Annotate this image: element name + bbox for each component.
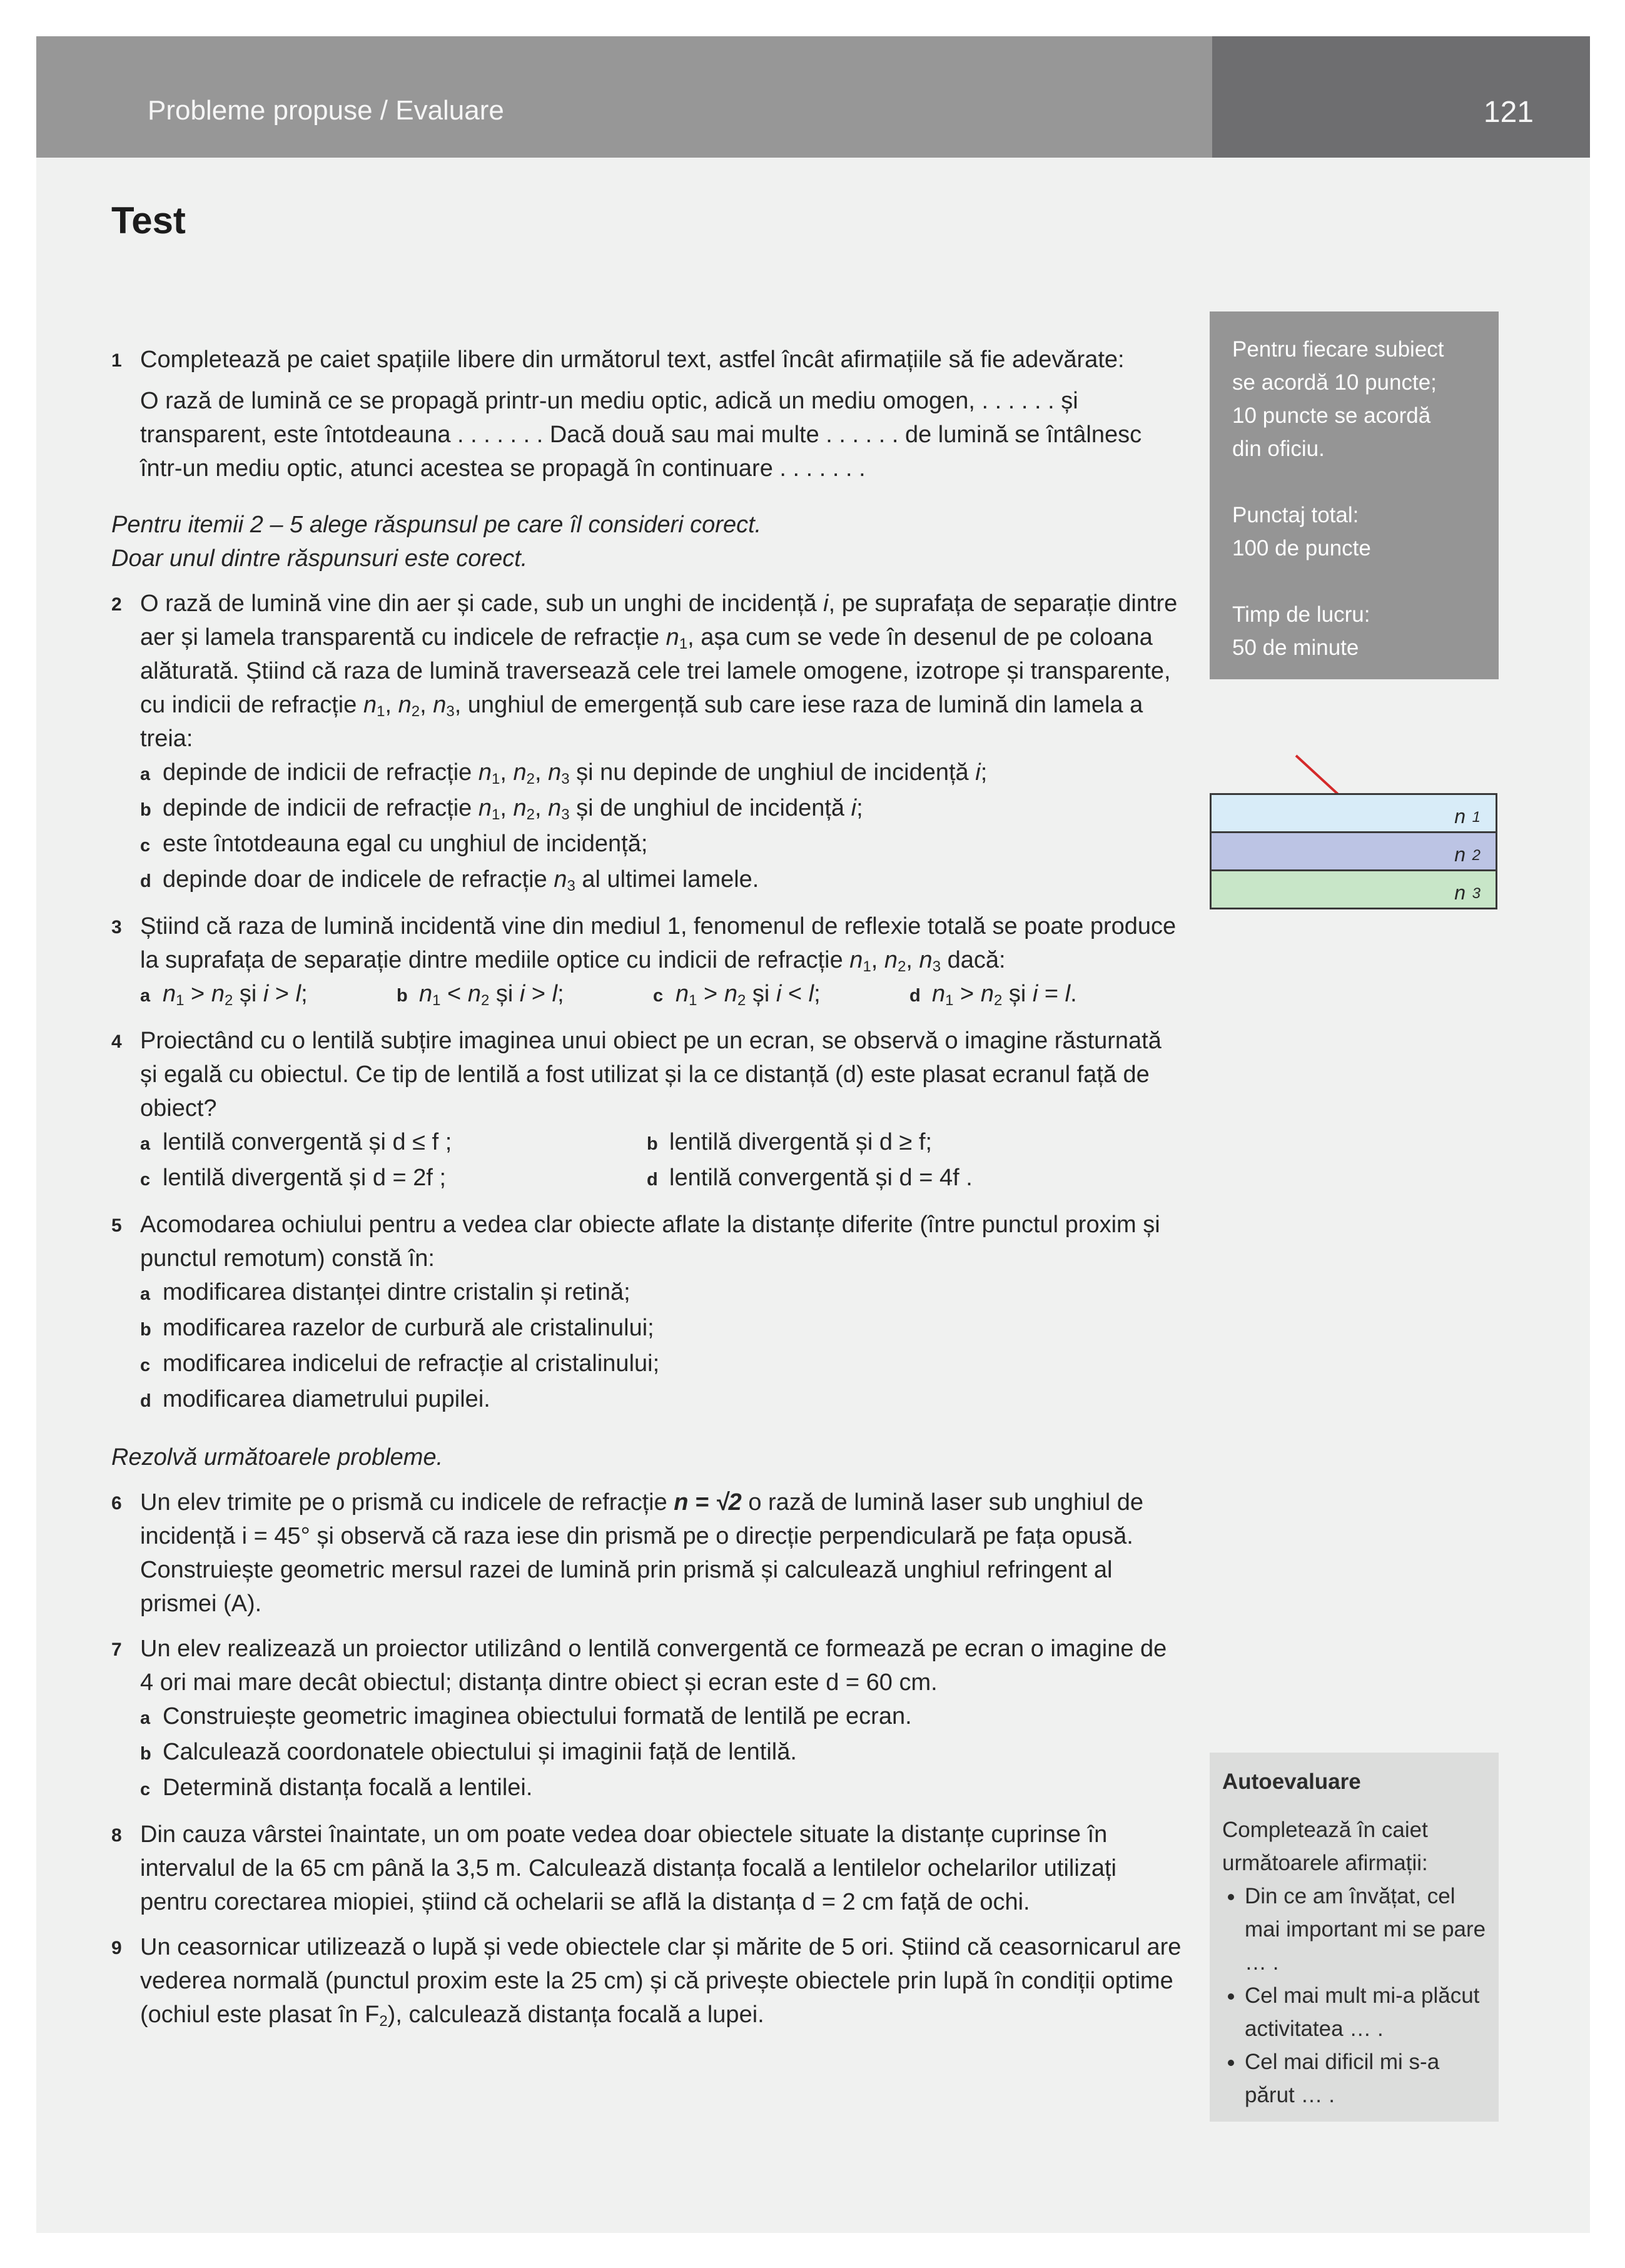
header-title: Probleme propuse / Evaluare [148, 95, 504, 126]
option-c: c lentilă divergentă și d = 2f ; [140, 1165, 447, 1191]
info-line: Pentru fiecare subiect [1232, 337, 1444, 362]
option-b: b lentilă divergentă și d ≥ f; [647, 1129, 933, 1155]
layer-n1: n $_1$ [1210, 793, 1497, 831]
option-d: d modificarea diametrului pupilei. [140, 1386, 490, 1412]
question-number: 5 [111, 1215, 122, 1236]
question-text: Completează pe caiet spațiile libere din următorul text, astfel încât afirmațiile să fie adevărate: [140, 347, 1125, 373]
option-a: a $n_1 > n_2$ și i > l; [140, 981, 308, 1009]
self-assessment-box [1210, 1753, 1499, 2122]
question-number: 6 [111, 1493, 122, 1514]
question-4 [111, 1024, 1182, 1197]
question-3 [111, 909, 1182, 1013]
refraction-layers-diagram [1210, 793, 1497, 909]
instructions-mcq [111, 508, 1182, 575]
option-a: a Construiește geometric imaginea obiectului formată de lentilă pe ecran. [140, 1703, 912, 1729]
question-8 [111, 1818, 1182, 1919]
question-number: 4 [111, 1031, 122, 1052]
info-line: 50 de minute [1232, 635, 1359, 660]
question-text: Acomodarea ochiului pentru a vedea clar obiecte aflate la distanțe diferite (între punctul proxim și punctul remotum) constă în: [140, 1212, 1160, 1272]
page-title: Test [111, 200, 186, 241]
question-7 [111, 1632, 1182, 1806]
option-b: b depinde de indicii de refracție $n_1$, $n_2$, $n_3$ și de unghiul de incidență i; [140, 795, 863, 823]
question-number: 1 [111, 350, 122, 371]
option-a: a lentilă convergentă și d ≤ f ; [140, 1129, 452, 1155]
question-text: Proiectând cu o lentilă subțire imaginea unui obiect pe un ecran, se observă o imagine răsturnată și egală cu obiectul. Ce tip de lentilă a fost utilizat și la ce distanță (d) este plasat ecranul față de obiect? [140, 1028, 1162, 1121]
question-text: Un ceasornicar utilizează o lupă și vede obiectele clar și mărite de 5 ori. Știind că ceasornicarul are vederea normală (punctul proxim este la 25 cm) și că privește obiectele prin lupă în condiții optime (ochiul este plasat în $F_2$), calculează distanța focală a lupei. [140, 1934, 1182, 2030]
formula: n = √2 [674, 1489, 742, 1516]
header-page-block [1212, 36, 1590, 158]
list-item: • Din ce am învățat, cel mai important mi se pare … . [1245, 1880, 1486, 1979]
question-text: Un elev realizează un proiector utilizând o lentilă convergentă ce formează pe ecran o imagine de 4 ori mai mare decât obiectul; distanța dintre obiect și ecran este d = 60 cm. [140, 1636, 1167, 1696]
layer-n2: n $_2$ [1210, 831, 1497, 869]
options-row [140, 977, 1182, 1013]
option-b: b modificarea razelor de curbură ale cristalinului; [140, 1315, 654, 1341]
option-b: b $n_1 < n_2$ și i > l; [397, 981, 564, 1009]
test-content [111, 343, 1182, 2032]
options-row [140, 1125, 1182, 1161]
question-number: 9 [111, 1938, 122, 1958]
option-d: d lentilă convergentă și d = 4f . [647, 1165, 973, 1191]
option-a: a depinde de indicii de refracție $n_1$, $n_2$, $n_3$ și nu depinde de unghiul de incidență i; [140, 759, 988, 787]
info-line: se acordă 10 puncte; [1232, 370, 1437, 395]
question-9 [111, 1930, 1182, 2032]
header-bar [36, 36, 1212, 158]
option-a: a modificarea distanței dintre cristalin și retină; [140, 1279, 630, 1305]
question-2 [111, 587, 1182, 898]
layer-n3: n $_3$ [1210, 869, 1497, 909]
question-number: 3 [111, 917, 122, 938]
fill-in-text: O rază de lumină ce se propagă printr-un mediu optic, adică un mediu omogen, . . . . . . și transparent, este întotdeauna . . . . . . . Dacă două sau mai multe . . . . . . de lumină se întâlnesc într-un mediu optic, atunci acestea se propagă în continuare . . . . . . . [140, 388, 1142, 482]
instruction-line: Doar unul dintre răspunsuri este corect. [111, 545, 528, 572]
info-line: din oficiu. [1232, 437, 1325, 461]
option-c: c $n_1 > n_2$ și i < l; [653, 981, 821, 1009]
question-number: 7 [111, 1639, 122, 1660]
instructions-problems: Rezolvă următoarele probleme. [111, 1444, 443, 1471]
list-item: • Cel mai dificil mi s-a părut … . [1245, 2045, 1486, 2112]
options-row [140, 1161, 1182, 1197]
question-text: O rază de lumină vine din aer și cade, sub un unghi de incidență i, pe suprafața de separație dintre aer și lamela transparentă cu indicele de refracție $n_1$, așa cum se vede în desenul de pe coloana alăturată. Știind că raza de lumină traversează cele trei lamele omogene, izotrope și transparente, cu indicii de refracție $n_1$, $n_2$, $n_3$, unghiul de emergență sub care iese raza de lumină din lamela a treia: [140, 590, 1178, 752]
question-text: Un elev trimite pe o prismă cu indicele de refracție n = √2 o rază de lumină laser sub unghiul de incidență i = 45° și observă că raza iese din prismă pe o direcție perpendiculară pe fața opusă. Construiește geometric mersul razei de lumină prin prismă și calculează unghiul refringent al prismei (A). [140, 1489, 1143, 1617]
question-1 [111, 343, 1182, 485]
scoring-info-box [1210, 311, 1499, 679]
question-number: 8 [111, 1825, 122, 1846]
option-b: b Calculează coordonatele obiectului și imaginii față de lentilă. [140, 1739, 797, 1765]
info-line: 10 puncte se acordă [1232, 403, 1431, 428]
self-assessment-intro: Completează în caiet următoarele afirmații: [1222, 1818, 1428, 1875]
question-5 [111, 1208, 1182, 1418]
question-text: Din cauza vârstei înaintate, un om poate vedea doar obiectele situate la distanțe cuprinse în intervalul de la 65 cm până la 3,5 m. Calculează distanța focală a lentilelor ochelarilor utilizați pentru corectarea miopiei, știind că ochelarii se află la distanța d = 2 cm față de ochi. [140, 1821, 1116, 1915]
option-d: d depinde doar de indicele de refracție $n_3$ al ultimei lamele. [140, 866, 759, 894]
self-assessment-title: Autoevaluare [1222, 1769, 1361, 1794]
info-line: 100 de puncte [1232, 536, 1371, 560]
page-number: 121 [1483, 96, 1534, 129]
self-assessment-list [1222, 1880, 1486, 2112]
question-number: 2 [111, 594, 122, 615]
option-d: d $n_1 > n_2$ și i = l. [909, 981, 1077, 1009]
info-line: Timp de lucru: [1232, 602, 1370, 627]
question-6 [111, 1486, 1182, 1621]
instruction-line: Pentru itemii 2 – 5 alege răspunsul pe care îl consideri corect. [111, 512, 762, 538]
list-item: • Cel mai mult mi-a plăcut activitatea … . [1245, 1979, 1486, 2045]
question-text: Știind că raza de lumină incidentă vine din mediul 1, fenomenul de reflexie totală se poate produce la suprafața de separație dintre mediile optice cu indicii de refracție $n_1$, $n_2$, $n_3$ dacă: [140, 913, 1177, 975]
option-c: c modificarea indicelui de refracție al cristalinului; [140, 1350, 660, 1377]
option-c: c este întotdeauna egal cu unghiul de incidență; [140, 831, 648, 857]
option-c: c Determină distanța focală a lentilei. [140, 1774, 533, 1801]
info-line: Punctaj total: [1232, 503, 1359, 527]
